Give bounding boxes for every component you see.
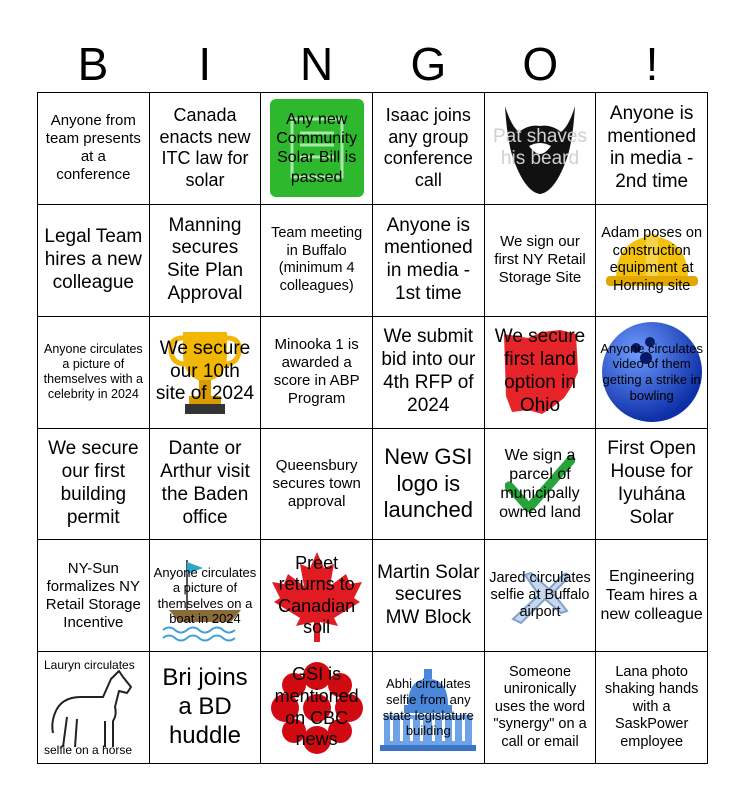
bingo-cell[interactable] — [150, 93, 262, 205]
cell-label: Canada enacts new ITC law for solar — [159, 105, 251, 190]
bingo-cell[interactable] — [261, 317, 373, 429]
bingo-cell[interactable] — [485, 652, 597, 764]
bingo-cell[interactable] — [373, 205, 485, 317]
bingo-cell[interactable] — [373, 93, 485, 205]
bingo-cell[interactable] — [596, 429, 708, 541]
bingo-cell[interactable] — [261, 205, 373, 317]
bingo-cell[interactable] — [485, 540, 597, 652]
bingo-title — [37, 36, 708, 92]
bingo-cell[interactable] — [38, 93, 150, 205]
bingo-cell[interactable] — [38, 317, 150, 429]
bingo-cell[interactable] — [373, 652, 485, 764]
cell-label: Abhi circulates selfie from any state legislature building — [382, 676, 474, 739]
cell-label: NY-Sun formalizes NY Retail Storage Incentive — [45, 559, 141, 631]
cell-label: Isaac joins any group conference call — [383, 105, 473, 190]
cell-label: We submit bid into our 4th RFP of 2024 — [381, 326, 476, 416]
cell-label: Anyone circulates a picture of themselves on a boat in 2024 — [153, 564, 257, 627]
cell-label: We sign our first NY Retail Storage Site — [494, 233, 586, 287]
cell-label: Jared circulates selfie at Buffalo airport — [489, 569, 591, 621]
cell-label: Manning secures Site Plan Approval — [166, 214, 244, 305]
cell-label: Team meeting in Buffalo (minimum 4 colleagues) — [271, 225, 363, 294]
cell-label: GSI is mentioned on CBC news — [274, 664, 359, 750]
bingo-card — [37, 92, 708, 764]
cell-label: New GSI logo is launched — [383, 444, 473, 523]
bingo-cell[interactable] — [261, 540, 373, 652]
cell-label: Preet returns to Canadian soil — [278, 552, 356, 638]
bingo-cell[interactable] — [596, 205, 708, 317]
cell-label: We secure our first building permit — [48, 438, 139, 528]
cell-label: Queensbury secures town approval — [272, 456, 361, 510]
cell-label: Adam poses on construction equipment at Horning site — [601, 225, 703, 294]
title-letter-o: O — [522, 38, 559, 90]
bingo-cell[interactable] — [485, 429, 597, 541]
bingo-cell[interactable] — [485, 205, 597, 317]
cell-label: Pat shaves his beard — [492, 125, 587, 170]
bingo-cell[interactable] — [373, 317, 485, 429]
cell-label-top: Lauryn circulates — [44, 658, 135, 673]
cell-label: Engineering Team hires a new colleague — [600, 567, 703, 624]
cell-label: Martin Solar secures MW Block — [377, 561, 480, 629]
bingo-cell[interactable] — [150, 317, 262, 429]
cell-label: Dante or Arthur visit the Baden office — [160, 438, 250, 528]
cell-label: Anyone is mentioned in media - 2nd time — [607, 102, 697, 193]
bingo-cell[interactable] — [485, 93, 597, 205]
bingo-cell[interactable] — [373, 429, 485, 541]
cell-label: Anyone from team presents at a conference — [45, 112, 141, 184]
cell-label: Any new Community Solar Bill is passed — [276, 111, 358, 186]
bingo-cell[interactable] — [150, 540, 262, 652]
bingo-cell[interactable] — [150, 429, 262, 541]
cell-label: Bri joins a BD huddle — [162, 664, 248, 749]
title-letter-g: G — [410, 38, 447, 90]
bingo-cell[interactable] — [261, 429, 373, 541]
bingo-cell[interactable] — [596, 93, 708, 205]
cell-label: Minooka 1 is awarded a score in ABP Program — [273, 336, 360, 408]
bingo-cell[interactable] — [596, 317, 708, 429]
cell-label: Someone unironically uses the word "synergy" on a call or email — [493, 664, 587, 750]
bingo-cell[interactable] — [38, 429, 150, 541]
bingo-cell[interactable] — [596, 652, 708, 764]
cell-label: Legal Team hires a new colleague — [44, 226, 143, 293]
cell-label: We secure our 10th site of 2024 — [155, 337, 255, 405]
title-letter-i: I — [198, 38, 212, 90]
bingo-cell[interactable] — [261, 652, 373, 764]
bingo-cell[interactable] — [38, 205, 150, 317]
cell-label: Anyone circulates a picture of themselves with a celebrity in 2024 — [43, 342, 143, 402]
cell-label-bottom: selfie on a horse — [44, 743, 133, 757]
bingo-cell[interactable] — [485, 317, 597, 429]
cell-label: First Open House for Iyuhána Solar — [607, 438, 696, 528]
cell-label: Anyone circulates video of them getting a strike in bowling — [600, 340, 703, 403]
cell-label: Lana photo shaking hands with a SaskPower employee — [604, 664, 699, 750]
title-letter-exclaim: ! — [645, 38, 659, 90]
title-letter-n: N — [299, 38, 334, 90]
bingo-cell[interactable] — [261, 93, 373, 205]
bingo-cell[interactable] — [38, 540, 150, 652]
bingo-cell[interactable] — [373, 540, 485, 652]
bingo-cell[interactable] — [150, 652, 262, 764]
bingo-cell[interactable] — [596, 540, 708, 652]
bingo-cell[interactable] — [150, 205, 262, 317]
cell-label: Anyone is mentioned in media - 1st time — [383, 214, 473, 305]
cell-label: We sign a parcel of municipally owned land — [499, 446, 581, 522]
bingo-cell[interactable] — [38, 652, 150, 764]
title-letter-b: B — [77, 38, 109, 90]
cell-label: We secure first land option in Ohio — [494, 326, 586, 416]
